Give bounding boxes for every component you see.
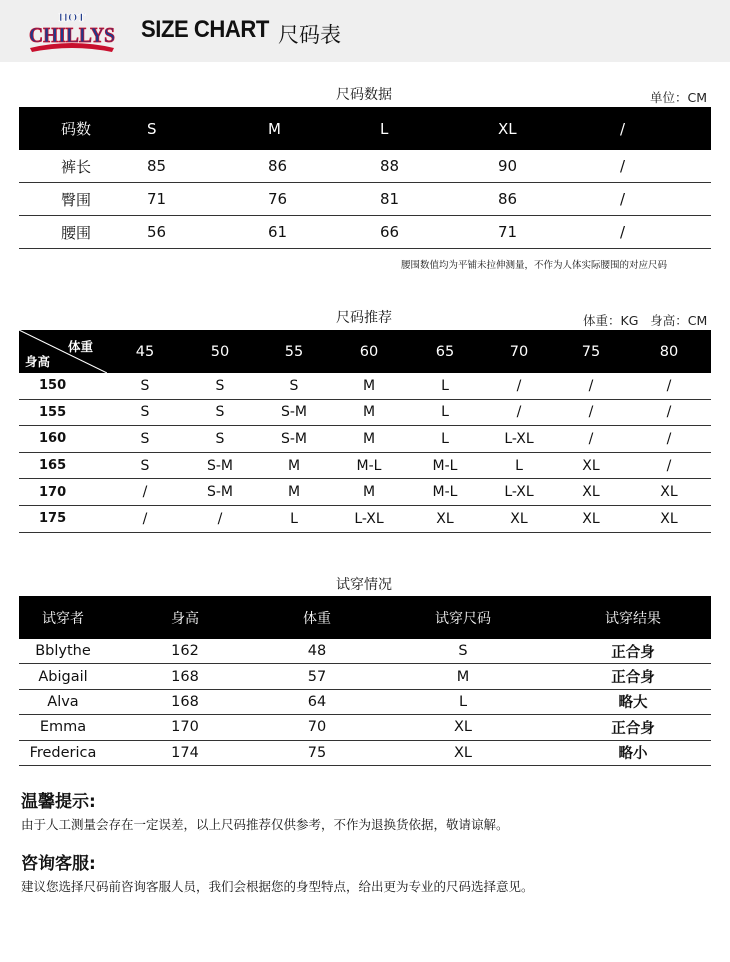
- weight-header: 75: [555, 330, 627, 373]
- recommend-body: [19, 373, 711, 532]
- header-cell: 试穿结果: [555, 596, 711, 639]
- size-cell: S: [107, 399, 183, 426]
- header-cell: L: [379, 107, 497, 150]
- size-cell: S: [257, 373, 331, 399]
- size-cell: L: [483, 452, 555, 479]
- table-cell: 170: [107, 715, 263, 740]
- weight-header: 45: [107, 330, 183, 373]
- table-cell: 61: [267, 216, 379, 249]
- header-cell: 试穿者: [19, 596, 107, 639]
- size-cell: XL: [555, 452, 627, 479]
- size-cell: L-XL: [483, 426, 555, 453]
- tryon-title: 试穿情况: [336, 577, 392, 593]
- fit-result-cell: 略小: [555, 740, 711, 765]
- recommend-table: [19, 330, 711, 533]
- size-cell: XL: [407, 505, 483, 532]
- weight-header: 65: [407, 330, 483, 373]
- table-cell: 85: [137, 150, 267, 183]
- table-row: [19, 426, 711, 453]
- table-row: [19, 399, 711, 426]
- fit-result-cell: 正合身: [555, 664, 711, 689]
- size-cell: S: [183, 426, 257, 453]
- header-cell: S: [137, 107, 267, 150]
- size-cell: S: [107, 373, 183, 399]
- table-row: [19, 452, 711, 479]
- size-cell: M: [331, 373, 407, 399]
- table-cell: Abigail: [19, 664, 107, 689]
- table-cell: XL: [371, 715, 555, 740]
- size-cell: /: [627, 399, 711, 426]
- size-cell: M: [257, 452, 331, 479]
- size-cell: L: [407, 399, 483, 426]
- table-row: [19, 216, 711, 249]
- table-cell: Bblythe: [19, 639, 107, 664]
- size-cell: S: [183, 373, 257, 399]
- page-title-cn: 尺码表: [278, 23, 341, 47]
- size-cell: L: [407, 426, 483, 453]
- tryon-table: [19, 596, 711, 766]
- logo-top-text: HOT: [58, 10, 86, 24]
- fit-result-cell: 正合身: [555, 715, 711, 740]
- table-cell: M: [371, 664, 555, 689]
- table-cell: 71: [137, 183, 267, 216]
- table-cell: 64: [263, 689, 371, 714]
- height-cell: 150: [19, 373, 107, 399]
- size-cell: /: [483, 373, 555, 399]
- size-cell: /: [483, 399, 555, 426]
- table-cell: 162: [107, 639, 263, 664]
- table-row: [19, 664, 711, 689]
- size-cell: L-XL: [331, 505, 407, 532]
- table-row: [19, 689, 711, 714]
- corner-weight-label: 体重: [67, 339, 93, 354]
- fit-result-cell: 正合身: [555, 639, 711, 664]
- table-header-row: [19, 596, 711, 639]
- size-cell: M-L: [331, 452, 407, 479]
- weight-header: 70: [483, 330, 555, 373]
- header-cell: XL: [497, 107, 619, 150]
- size-cell: L: [257, 505, 331, 532]
- table-cell: Emma: [19, 715, 107, 740]
- size-cell: S-M: [183, 452, 257, 479]
- table-cell: XL: [371, 740, 555, 765]
- table-cell: 76: [267, 183, 379, 216]
- header-cell: 试穿尺码: [371, 596, 555, 639]
- weight-header: 60: [331, 330, 407, 373]
- table-row: [19, 740, 711, 765]
- table-cell: 75: [263, 740, 371, 765]
- table-cell: 81: [379, 183, 497, 216]
- size-cell: /: [107, 505, 183, 532]
- size-cell: S: [183, 399, 257, 426]
- weight-header: 80: [627, 330, 711, 373]
- size-cell: XL: [555, 479, 627, 506]
- header-cell: 码数: [19, 107, 137, 150]
- table-cell: 56: [137, 216, 267, 249]
- logo-main-text: CHILLYS: [29, 23, 115, 47]
- table-header-row: [19, 107, 711, 150]
- table-row: [19, 505, 711, 532]
- table-cell: 86: [267, 150, 379, 183]
- size-cell: S-M: [257, 399, 331, 426]
- table-cell: /: [619, 216, 711, 249]
- table-cell: 71: [497, 216, 619, 249]
- table-row: [19, 479, 711, 506]
- size-cell: /: [627, 426, 711, 453]
- table-cell: L: [371, 689, 555, 714]
- corner-cell: [19, 330, 107, 373]
- size-cell: /: [183, 505, 257, 532]
- warm-tip-text: 由于人工测量会存在一定误差，以上尺码推荐仅供参考，不作为退换货依据，敬请谅解。: [21, 817, 509, 832]
- size-cell: M: [257, 479, 331, 506]
- table-row: [19, 639, 711, 664]
- size-cell: L: [407, 373, 483, 399]
- size-data-table: [19, 107, 711, 249]
- table-row: [19, 183, 711, 216]
- size-cell: M: [331, 399, 407, 426]
- height-cell: 155: [19, 399, 107, 426]
- table-cell: 168: [107, 689, 263, 714]
- size-data-title: 尺码数据: [336, 87, 392, 103]
- table-cell: 腰围: [19, 216, 137, 249]
- header-cell: /: [619, 107, 711, 150]
- brand-logo: [26, 8, 118, 54]
- height-cell: 175: [19, 505, 107, 532]
- table-cell: 168: [107, 664, 263, 689]
- recommend-title: 尺码推荐: [336, 310, 392, 326]
- recommend-unit: 体重：KG 身高：CM: [583, 313, 708, 328]
- table-cell: Frederica: [19, 740, 107, 765]
- table-row: [19, 715, 711, 740]
- header-cell: 体重: [263, 596, 371, 639]
- size-cell: /: [555, 373, 627, 399]
- table-cell: Alva: [19, 689, 107, 714]
- table-row: [19, 150, 711, 183]
- table-cell: 臀围: [19, 183, 137, 216]
- corner-height-label: 身高: [25, 354, 51, 369]
- weight-header: 55: [257, 330, 331, 373]
- table-cell: S: [371, 639, 555, 664]
- table-row: [19, 373, 711, 399]
- size-cell: S: [107, 452, 183, 479]
- size-cell: /: [627, 452, 711, 479]
- size-cell: L-XL: [483, 479, 555, 506]
- size-cell: XL: [627, 505, 711, 532]
- table-cell: 70: [263, 715, 371, 740]
- service-text: 建议您选择尺码前咨询客服人员，我们会根据您的身型特点，给出更为专业的尺码选择意见。: [21, 879, 534, 894]
- warm-tip-heading: 温馨提示:: [21, 792, 96, 812]
- table-header-row: [19, 330, 711, 373]
- table-cell: 48: [263, 639, 371, 664]
- tryon-body: [19, 639, 711, 765]
- service-heading: 咨询客服:: [21, 854, 96, 874]
- size-cell: XL: [627, 479, 711, 506]
- size-cell: M-L: [407, 452, 483, 479]
- size-cell: /: [555, 399, 627, 426]
- table-cell: 174: [107, 740, 263, 765]
- size-cell: M: [331, 426, 407, 453]
- size-cell: /: [555, 426, 627, 453]
- table-cell: 66: [379, 216, 497, 249]
- size-cell: XL: [555, 505, 627, 532]
- size-data-unit: 单位：CM: [650, 90, 708, 105]
- size-cell: /: [107, 479, 183, 506]
- page-title-en: SIZE CHART: [141, 16, 269, 43]
- header-bar: [0, 0, 730, 62]
- table-cell: 88: [379, 150, 497, 183]
- table-cell: 57: [263, 664, 371, 689]
- size-cell: /: [627, 373, 711, 399]
- table-cell: /: [619, 183, 711, 216]
- header-cell: 身高: [107, 596, 263, 639]
- size-cell: M-L: [407, 479, 483, 506]
- header-cell: M: [267, 107, 379, 150]
- height-cell: 160: [19, 426, 107, 453]
- size-cell: S-M: [257, 426, 331, 453]
- weight-header: 50: [183, 330, 257, 373]
- height-cell: 165: [19, 452, 107, 479]
- fit-result-cell: 略大: [555, 689, 711, 714]
- table-cell: 86: [497, 183, 619, 216]
- waist-note: 腰围数值均为平铺未拉伸测量，不作为人体实际腰围的对应尺码: [401, 260, 668, 271]
- height-cell: 170: [19, 479, 107, 506]
- size-cell: XL: [483, 505, 555, 532]
- size-cell: S-M: [183, 479, 257, 506]
- size-cell: S: [107, 426, 183, 453]
- table-cell: /: [619, 150, 711, 183]
- size-cell: M: [331, 479, 407, 506]
- table-cell: 裤长: [19, 150, 137, 183]
- table-cell: 90: [497, 150, 619, 183]
